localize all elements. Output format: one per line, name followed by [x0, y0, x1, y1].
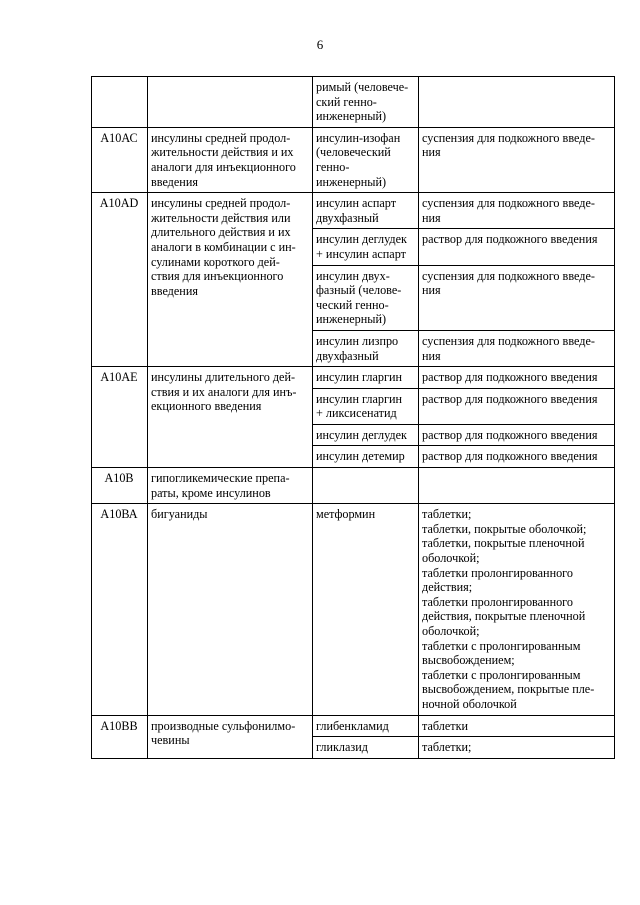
- form-cell: раствор для подкожного введения: [419, 388, 615, 424]
- medication-table: [91, 76, 615, 759]
- drug-cell: инсулин лизпро двухфазный: [313, 330, 419, 366]
- table-row: [92, 367, 615, 389]
- group-cell: [148, 77, 313, 128]
- form-cell: суспензия для подкожного введе- ния: [419, 193, 615, 229]
- table-row: [92, 193, 615, 229]
- table-row: [92, 127, 615, 192]
- atc-code-cell: А10ВА: [92, 504, 148, 715]
- form-cell: суспензия для подкожного введе- ния: [419, 265, 615, 330]
- form-cell: [419, 77, 615, 128]
- drug-cell: римый (человече- ский генно- инженерный): [313, 77, 419, 128]
- form-cell: раствор для подкожного введения: [419, 229, 615, 265]
- form-cell: раствор для подкожного введения: [419, 446, 615, 468]
- drug-cell: инсулин двух- фазный (челове- ческий генно- инженерный): [313, 265, 419, 330]
- form-cell: [419, 468, 615, 504]
- atc-code-cell: А10АЕ: [92, 367, 148, 468]
- page-number: 6: [316, 37, 324, 52]
- drug-cell: инсулин детемир: [313, 446, 419, 468]
- group-cell: бигуаниды: [148, 504, 313, 715]
- form-cell: раствор для подкожного введения: [419, 367, 615, 389]
- form-cell: таблетки;: [419, 737, 615, 759]
- group-cell: инсулины средней продол- жительности действия и их аналоги для инъекционного введения: [148, 127, 313, 192]
- form-cell: суспензия для подкожного введе- ния: [419, 330, 615, 366]
- table-row: [92, 77, 615, 128]
- atc-code-cell: А10AD: [92, 193, 148, 367]
- drug-cell: инсулин гларгин + ликсисенатид: [313, 388, 419, 424]
- drug-cell: [313, 468, 419, 504]
- drug-cell: глибенкламид: [313, 715, 419, 737]
- drug-cell: инсулин аспарт двухфазный: [313, 193, 419, 229]
- group-cell: инсулины длительного дей- ствия и их аналоги для инъ- екционного введения: [148, 367, 313, 468]
- group-cell: производные сульфонилмо- чевины: [148, 715, 313, 758]
- table-row: [92, 468, 615, 504]
- atc-code-cell: [92, 77, 148, 128]
- form-cell: таблетки: [419, 715, 615, 737]
- form-cell: раствор для подкожного введения: [419, 424, 615, 446]
- drug-cell: инсулин-изофан (человеческий генно- инженерный): [313, 127, 419, 192]
- drug-cell: гликлазид: [313, 737, 419, 759]
- form-cell: суспензия для подкожного введе- ния: [419, 127, 615, 192]
- table-row: [92, 504, 615, 715]
- drug-cell: метформин: [313, 504, 419, 715]
- group-cell: инсулины средней продол- жительности действия или длительного действия и их аналоги в комбинации с ин- сулинами короткого дей- ствия для инъекционного введения: [148, 193, 313, 367]
- group-cell: гипогликемические препа- раты, кроме инсулинов: [148, 468, 313, 504]
- atc-code-cell: А10ВВ: [92, 715, 148, 758]
- atc-code-cell: А10В: [92, 468, 148, 504]
- drug-cell: инсулин гларгин: [313, 367, 419, 389]
- atc-code-cell: А10АС: [92, 127, 148, 192]
- table-row: [92, 715, 615, 737]
- drug-cell: инсулин деглудек + инсулин аспарт: [313, 229, 419, 265]
- form-cell: таблетки; таблетки, покрытые оболочкой; таблетки, покрытые пленочной оболочкой; таблетки пролонгированного действия; таблетки пролонгированного действия, покрытые пленочной оболочкой; таблетки с пролонгированным высвобождением; таблетки с пролонгированным высвобождением, покрытые пле- ночной оболочкой: [419, 504, 615, 715]
- drug-cell: инсулин деглудек: [313, 424, 419, 446]
